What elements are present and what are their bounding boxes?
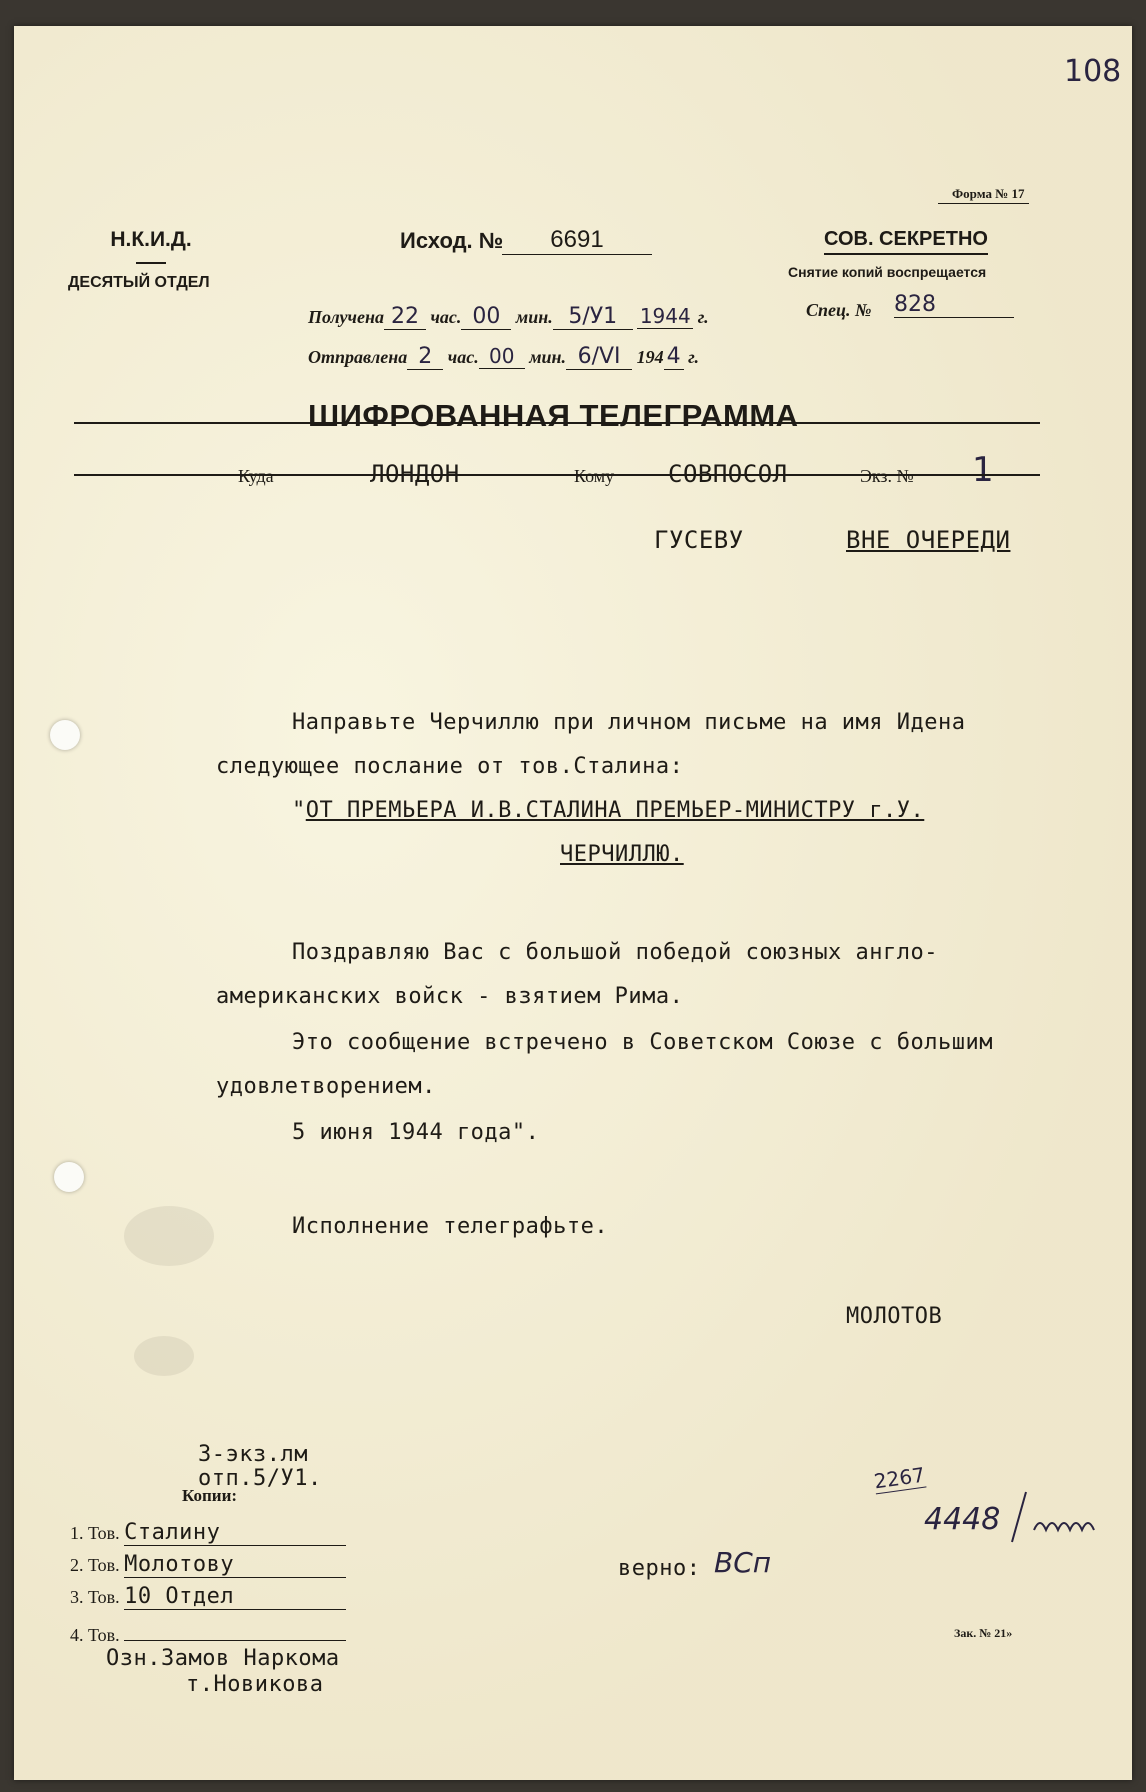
copy-prefix: Тов.	[88, 1523, 120, 1543]
received-line	[308, 304, 709, 330]
title-rule	[74, 422, 1040, 424]
message-heading: ЧЕРЧИЛЛЮ.	[560, 842, 684, 867]
copy-prefix: Тов.	[88, 1625, 120, 1645]
received-minutes: 00	[461, 304, 511, 330]
sent-date: 6/VI	[566, 344, 632, 370]
copy-recipient: 10 Отдел	[124, 1584, 346, 1610]
message-heading-line	[292, 798, 924, 823]
ink-smudge	[134, 1336, 194, 1376]
copy-number: 2.	[70, 1555, 84, 1575]
handwritten-number: 2267	[872, 1462, 927, 1494]
body-line: Это сообщение встречено в Советском Союзе с большим	[292, 1030, 994, 1055]
priority: ВНЕ ОЧЕРЕДИ	[846, 526, 1011, 554]
org-underline	[136, 262, 166, 264]
copies-note: 3-экз.лм	[198, 1442, 308, 1467]
body-line: Направьте Черчиллю при личном письме на имя Идена	[292, 710, 966, 735]
received-hours: 22	[384, 304, 426, 330]
copy-recipient: Сталину	[124, 1520, 346, 1546]
year-suffix: г.	[697, 307, 709, 327]
spec-number: 828	[894, 292, 1014, 318]
outgoing-number: 6691	[502, 226, 652, 255]
copy-prefix: Тов.	[88, 1555, 120, 1575]
archive-page-number: 108	[1064, 54, 1122, 89]
minutes-label: мин.	[529, 347, 567, 367]
whom-label: Кому	[574, 466, 615, 486]
body-line: американских войск - взятием Рима.	[216, 984, 684, 1009]
body-line: 5 июня 1944 года".	[292, 1120, 540, 1145]
sent-minutes: 00	[479, 344, 525, 369]
acquainted-note: Озн.Замов Наркома	[106, 1646, 340, 1671]
department: ДЕСЯТЫЙ ОТДЕЛ	[68, 274, 210, 291]
copy-row	[70, 1616, 346, 1646]
hours-label: час.	[447, 347, 479, 367]
body-line: следующее послание от тов.Сталина:	[216, 754, 684, 779]
to-value: ЛОНДОН	[370, 460, 460, 488]
order-number: Зак. № 21»	[954, 1626, 1013, 1640]
received-date: 5/У1	[553, 304, 633, 330]
copy-row	[70, 1552, 346, 1578]
addressee: ГУСЕВУ	[654, 526, 744, 554]
copy-number: 3.	[70, 1587, 84, 1607]
org-name: Н.К.И.Д.	[110, 228, 192, 251]
punch-hole	[50, 720, 80, 750]
copy-prefix: Тов.	[88, 1587, 120, 1607]
verified-label: верно:	[618, 1556, 701, 1581]
copy-recipient	[124, 1616, 346, 1641]
copy-value: 1	[972, 450, 994, 490]
acquainted-note: т.Новикова	[186, 1672, 324, 1697]
year-suffix: г.	[688, 347, 699, 367]
ink-smudge	[124, 1206, 214, 1266]
received-label: Получена	[308, 307, 384, 327]
classification: СОВ. СЕКРЕТНО	[824, 228, 988, 255]
received-year: 1944	[637, 304, 693, 329]
copy-prohibition-note: Снятие копий воспрещается	[788, 264, 987, 280]
routing-rule	[74, 474, 1040, 476]
sent-line	[308, 344, 699, 370]
whom-value: СОВПОСОЛ	[668, 460, 788, 488]
sent-year-prefix: 194	[636, 347, 664, 367]
outgoing-label: Исход. №	[400, 228, 504, 253]
body-line: удовлетворением.	[216, 1074, 436, 1099]
copy-number: 4.	[70, 1625, 84, 1645]
document-title: ШИФРОВАННАЯ ТЕЛЕГРАММА	[308, 398, 799, 433]
punch-hole	[54, 1162, 84, 1192]
handwritten-number: 4448	[924, 1502, 1001, 1537]
body-line: Исполнение телеграфьте.	[292, 1214, 609, 1239]
telegram-sheet	[14, 26, 1132, 1780]
copy-number: 1.	[70, 1523, 84, 1543]
minutes-label: мин.	[515, 307, 553, 327]
copies-label: Копии:	[182, 1486, 238, 1505]
copies-note: отп.5/У1.	[198, 1466, 322, 1491]
copy-row	[70, 1584, 346, 1610]
sent-hours: 2	[407, 344, 443, 370]
copy-label: Экз. №	[860, 466, 914, 486]
form-number: Форма № 17	[938, 186, 1029, 204]
signature: МОЛОТОВ	[846, 1304, 943, 1329]
to-label: Куда	[238, 466, 274, 486]
message-heading: ОТ ПРЕМЬЕРА И.В.СТАЛИНА ПРЕМЬЕР-МИНИСТРУ г.У.	[305, 798, 925, 823]
verified-initials: ВСп	[714, 1546, 772, 1579]
handwritten-scribble	[1004, 1486, 1114, 1546]
hours-label: час.	[430, 307, 462, 327]
copy-recipient: Молотову	[124, 1552, 346, 1578]
open-quote: "	[292, 798, 306, 823]
copy-row	[70, 1520, 346, 1546]
body-line: Поздравляю Вас с большой победой союзных англо-	[292, 940, 939, 965]
spec-label: Спец. №	[806, 300, 872, 320]
sent-label: Отправлена	[308, 347, 408, 367]
sent-year-suffix: 4	[664, 344, 684, 370]
